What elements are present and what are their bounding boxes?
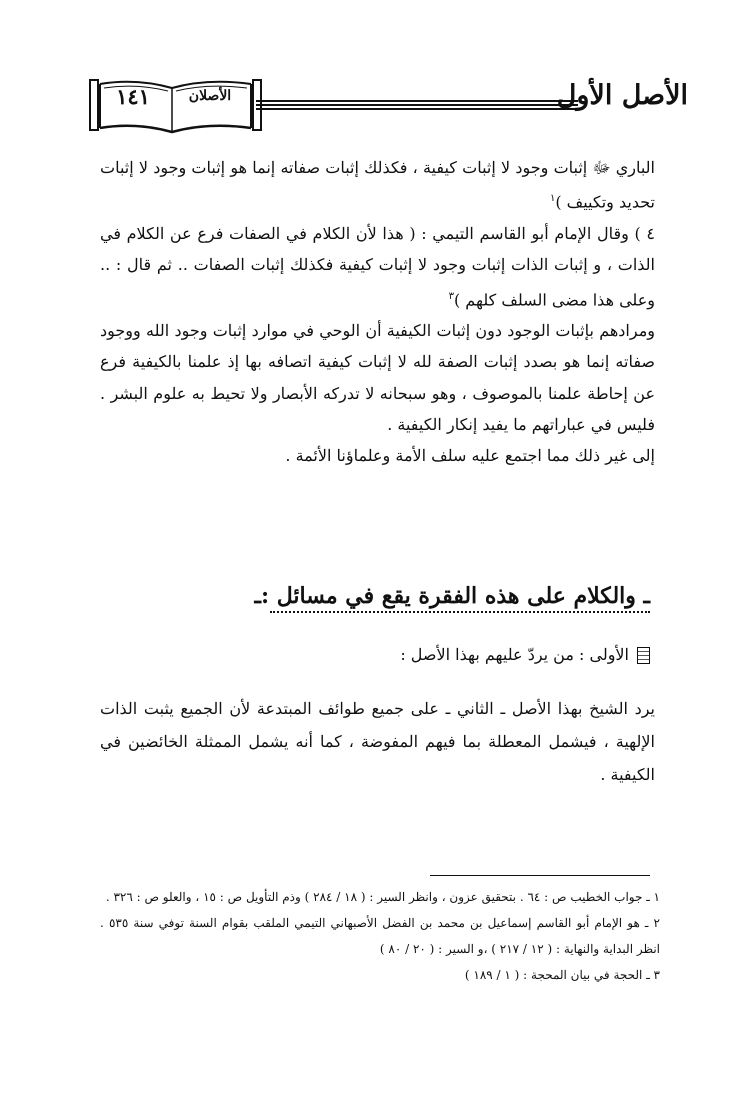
chapter-title: الأصل الأول	[556, 80, 688, 111]
section-text	[100, 692, 655, 791]
main-text	[100, 152, 655, 472]
paragraph: إلى غير ذلك مما اجتمع عليه سلف الأمة وعلماؤنا الأئمة .	[285, 446, 655, 466]
paragraph: ٤ ) وقال الإمام أبو القاسم التيمي : ( هذا لأن الكلام في الصفات فرع عن الكلام في الذات ، و إثبات الذات إثبات وجود لا إثبات كيفية فكذلك إثبات الصفات .. ثم قال : .. وعلى هذا مضى السلف كلهم )$^٣$	[100, 223, 655, 309]
paragraph: الباري ﷻ إثبات وجود لا إثبات كيفية ، فكذلك إثبات صفاته إنما هو إثبات وجود لا إثبات تحديد وتكييف )$^١$	[100, 158, 655, 212]
open-book-ornament-icon	[88, 78, 263, 134]
header-divider	[256, 100, 578, 114]
footnote: ١ ـ جواب الخطيب ص : ٦٤ . بتحقيق عزون ، وانظر السير : ( ١٨ / ٢٨٤ ) وذم التأويل ص : ١٥ ، والعلو ص : ٣٢٦ .	[105, 890, 660, 904]
page-header	[88, 78, 688, 136]
footnotes	[100, 884, 660, 988]
page-number: ١٤١	[116, 84, 150, 109]
paragraph: يرد الشيخ بهذا الأصل ـ الثاني ـ على جميع طوائف المبتدعة لأن الجميع يثبت الذات الإلهية ، فيشمل المعطلة بما فيهم المفوضة ، كما أنه يشمل الممثلة الخائضين في الكيفية .	[100, 699, 656, 784]
footnote-divider	[430, 875, 650, 876]
footnote: ٣ ـ الحجة في بيان المحجة : ( ١ / ١٨٩ )	[464, 968, 660, 982]
paragraph: ومرادهم بإثبات الوجود دون إثبات الكيفية أن الوحي في موارد إثبات وجود الله ووجود صفاته إنما هو بصدد إثبات الصفة لله لا إثبات كيفية اتصافه بها إذ علمنا بالكيفية فرع عن إحاطة علمنا بالموصوف ، وهو سبحانه لا تدركه الأبصار ولا تحيط به علوم البشر . فليس في عباراتهم ما يفيد إنكار الكيفية .	[100, 321, 655, 435]
footnote-mark: ١	[549, 193, 556, 205]
series-title: الأصلان	[188, 88, 232, 104]
footnote-mark: ٣	[448, 290, 454, 302]
document-icon	[637, 647, 650, 664]
section-heading: ـ والكلام على هذه الفقرة يقع في مسائل :ـ	[270, 583, 650, 613]
point-heading: الأولى : من يردّ عليهم بهذا الأصل :	[300, 645, 650, 664]
footnote: ٢ ـ هو الإمام أبو القاسم إسماعيل بن محمد بن الفضل الأصبهاني التيمي الملقب بقوام السنة توفي سنة ٥٣٥ . انظر البداية والنهاية : ( ١٢ / ٢١٧ ) ،و السير : ( ٢٠ / ٨٠ )	[100, 916, 660, 956]
